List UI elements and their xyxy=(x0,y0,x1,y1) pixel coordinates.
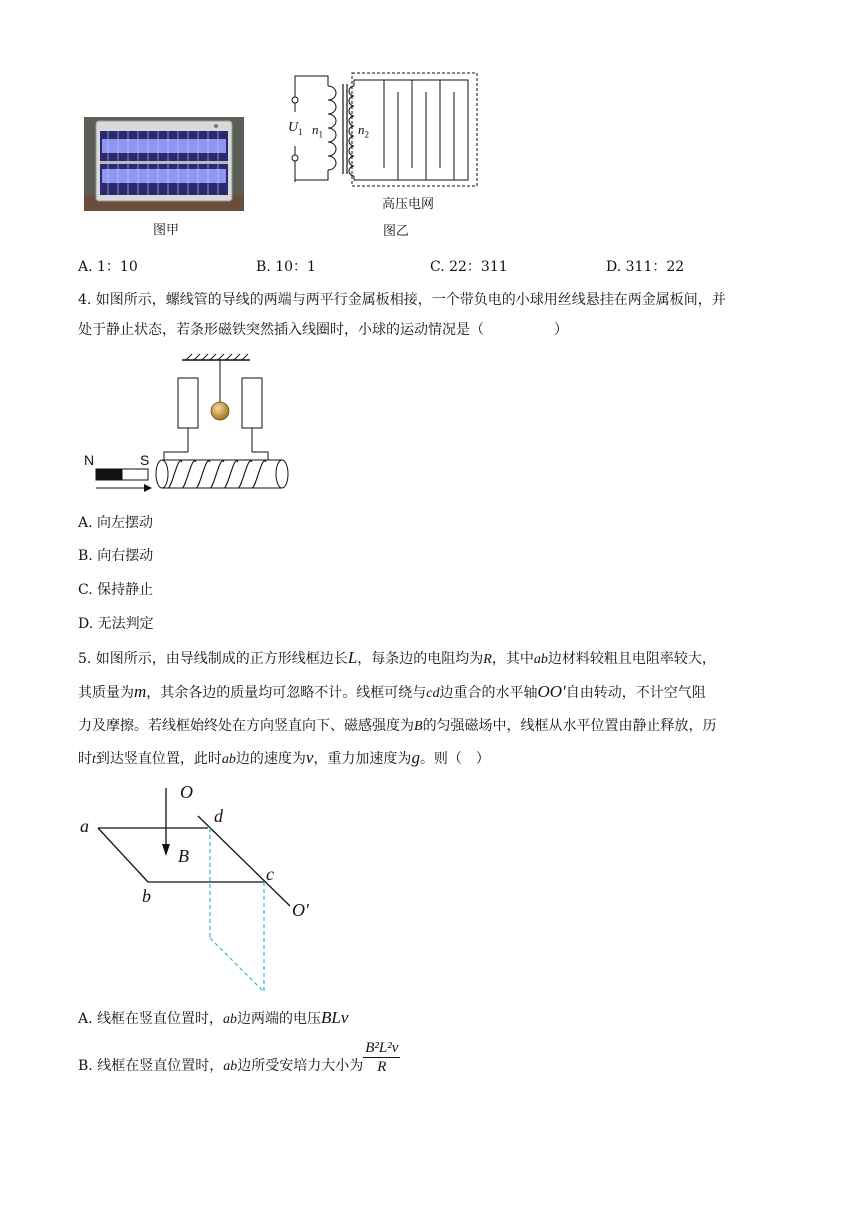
label-d: d xyxy=(214,806,223,826)
q5-option-a[interactable]: A. 线框在竖直位置时，ab边两端的电压BLv xyxy=(78,1008,349,1027)
q4-option-b[interactable]: B. 向右摆动 xyxy=(78,548,154,564)
label-B: B xyxy=(178,846,189,866)
q5-stem-line3: 力及摩擦。若线框始终处在方向竖直向下、磁感强度为B的匀强磁场中，线框从水平位置由静止释放，历 xyxy=(78,718,717,734)
q4-option-d[interactable]: D. 无法判定 xyxy=(78,616,154,632)
label-a: a xyxy=(80,816,89,836)
label-c: c xyxy=(266,864,274,884)
q5-option-b[interactable]: B. 线框在竖直位置时，ab边所受安培力大小为 $\frac{\text{B²L²v}}{R}$ xyxy=(78,1039,399,1075)
figure-yi-caption: 图乙 xyxy=(383,224,410,239)
q3-option-c[interactable]: C. 22：311 xyxy=(430,259,508,275)
high-voltage-net-label: 高压电网 xyxy=(382,197,435,212)
ampere-force-fraction: $\frac{\text{B²L²v}}{R}$ xyxy=(365,1039,399,1075)
q5-stem-line4: 时t到达竖直位置，此时ab边的速度为v，重力加速度为g。则（ ） xyxy=(78,748,490,767)
transformer-diagram xyxy=(284,72,484,190)
q4-stem-line1: 4. 如图所示，螺线管的导线的两端与两平行金属板相接，一个带负电的小球用丝线悬挂在两金属板间，并 xyxy=(78,292,726,308)
magnet-s-label: S xyxy=(140,452,150,468)
label-n2: $n_2$ xyxy=(358,122,369,140)
magnet-n-label: N xyxy=(84,452,95,468)
q3-option-d[interactable]: D. 311：22 xyxy=(606,259,685,275)
q4-option-a[interactable]: A. 向左摆动 xyxy=(78,515,154,531)
figure-jia-caption: 图甲 xyxy=(153,223,180,238)
q3-option-b[interactable]: B. 10：1 xyxy=(256,259,316,275)
label-u1: $U_1$ xyxy=(288,120,303,137)
q5-stem-line1: 5. 如图所示，由导线制成的正方形线框边长L，每条边的电阻均为R，其中ab边材料较粗且电阻率较大， xyxy=(78,648,716,667)
q4-option-c[interactable]: C. 保持静止 xyxy=(78,582,154,598)
label-O: O xyxy=(180,782,193,802)
q5-stem-line2: 其质量为m，其余各边的质量均可忽略不计。线框可绕与cd边重合的水平轴OO′自由转动，不计空气阻 xyxy=(78,682,706,701)
wire-frame-diagram xyxy=(78,782,328,994)
label-b: b xyxy=(142,886,151,906)
q3-option-a[interactable]: A. 1：10 xyxy=(78,259,138,275)
q4-stem-line2: 处于静止状态，若条形磁铁突然插入线圈时，小球的运动情况是（ ） xyxy=(78,322,568,338)
label-O-prime: O′ xyxy=(292,900,309,920)
label-n1: $n_1$ xyxy=(312,122,323,140)
bug-zapper-photo xyxy=(84,117,244,211)
solenoid-diagram xyxy=(82,352,294,498)
